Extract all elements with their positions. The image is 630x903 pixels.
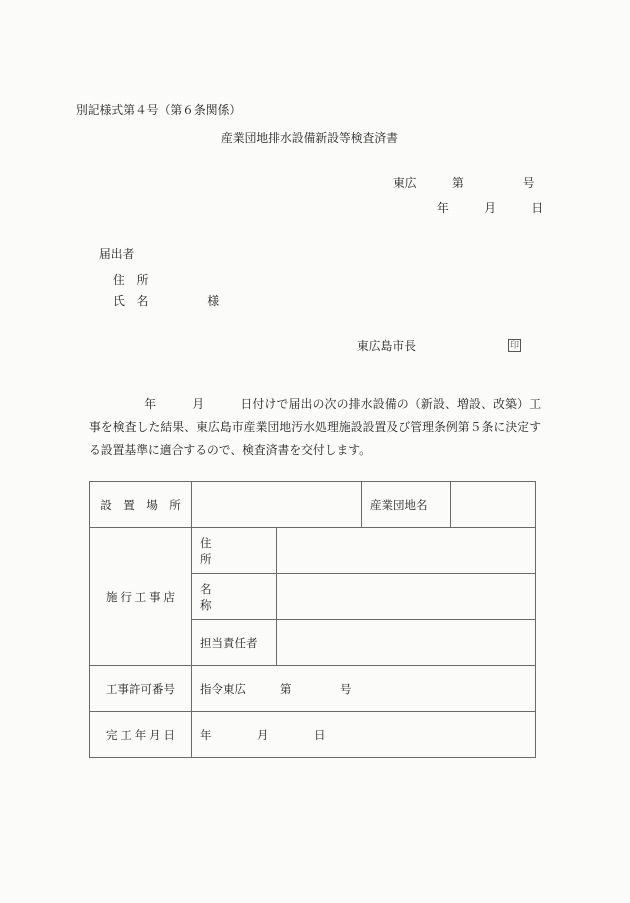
permit-value[interactable] — [192, 666, 536, 712]
permit-label: 工事許可番号 — [90, 666, 192, 712]
body-line-2: 査した結果、東広島市産業団地汚水処理施設設置及び管理条例第５条に決定する設置基 — [89, 420, 541, 457]
contractor-name-label: 名 称 — [192, 574, 277, 620]
contractor-address-value[interactable] — [277, 528, 536, 574]
location-value[interactable] — [192, 482, 362, 528]
submitter-address-label: 住 所 — [113, 273, 149, 287]
reference-date-line: 年 月 日 — [437, 201, 544, 215]
permit-dai: 第 — [280, 683, 292, 696]
completion-day: 日 — [314, 729, 326, 742]
form-number: 別記様式第４号（第６条関係） — [76, 103, 242, 117]
table-row-completion-date — [90, 712, 536, 758]
body-line-1: 年 月 日付けで届出の次の排水設備の（新設、増設、改築）工事を検 — [89, 397, 541, 434]
contractor-name-value[interactable] — [277, 574, 536, 620]
body-line-3: 準に適合するので、検査済書を交付します。 — [136, 443, 371, 457]
completion-value[interactable] — [192, 712, 536, 758]
estate-value[interactable] — [451, 482, 536, 528]
submitter-label: 届出者 — [99, 247, 135, 261]
table-row-contractor-address — [90, 528, 536, 574]
table-row-permit — [90, 666, 536, 712]
location-label: 設 置 場 所 — [90, 482, 192, 528]
permit-gou: 号 — [340, 683, 352, 696]
contractor-label: 施 行 工 事 店 — [90, 528, 192, 666]
issuer-mayor-label: 東広島市長 — [357, 339, 416, 353]
completion-year: 年 — [200, 729, 212, 742]
estate-label: 産業団地名 — [362, 482, 451, 528]
body-paragraph — [89, 393, 541, 462]
reference-number-line: 東広 第 号 — [393, 176, 535, 190]
document-title: 産業団地排水設備新設等検査済書 — [221, 131, 398, 145]
table-row-location — [90, 482, 536, 528]
completion-month: 月 — [257, 729, 269, 742]
contractor-manager-label: 担当責任者 — [192, 620, 277, 666]
completion-label: 完 工 年 月 日 — [90, 712, 192, 758]
inspection-form-table — [89, 481, 536, 758]
seal-icon: 印 — [509, 341, 519, 351]
contractor-address-label: 住 所 — [192, 528, 277, 574]
permit-prefix: 指令東広 — [200, 683, 246, 696]
submitter-name-label: 氏 名 様 — [113, 294, 220, 308]
contractor-manager-value[interactable] — [277, 620, 536, 666]
